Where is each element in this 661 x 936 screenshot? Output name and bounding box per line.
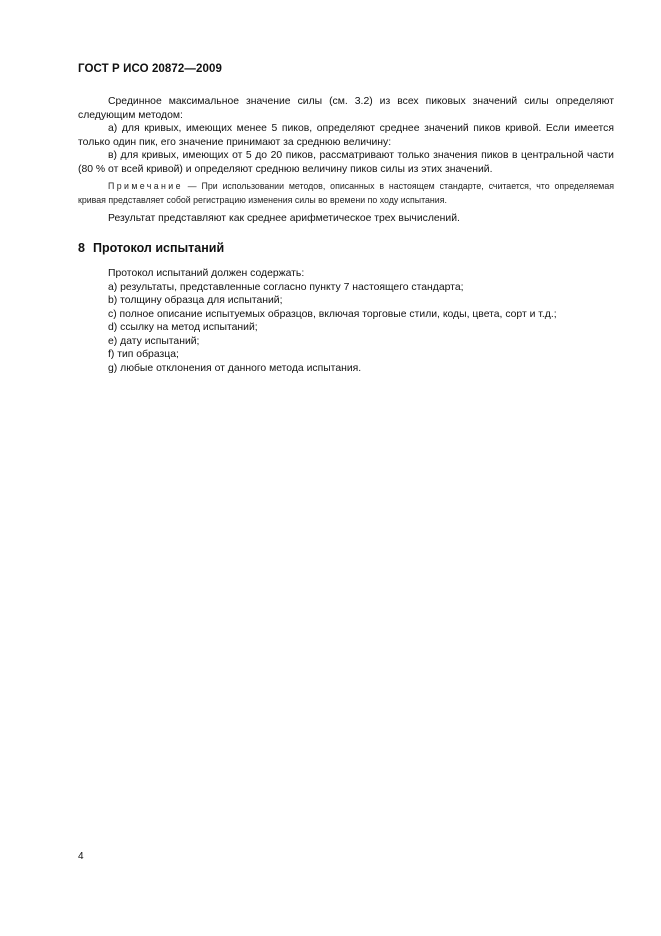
section-number: 8 xyxy=(78,240,85,255)
list-item: e) дату испытаний; xyxy=(108,335,200,347)
document-body xyxy=(78,95,614,375)
method-item-a: а) для кривых, имеющих менее 5 пиков, определяют среднее значений пиков кривой. Если имеется только один пик, его значение принимают за среднюю величину: xyxy=(78,123,614,148)
list-item: f) тип образца; xyxy=(108,349,179,360)
page-number: 4 xyxy=(78,851,84,862)
list-item: d) ссылку на метод испытаний; xyxy=(108,322,258,333)
note-label: Примечание xyxy=(108,181,183,191)
paragraph-median-force: Срединное максимальное значение силы (см. 3.2) из всех пиковых значений силы определяют следующим методом: xyxy=(78,96,614,121)
list-item: b) толщину образца для испытаний; xyxy=(108,295,283,306)
list-item: c) полное описание испытуемых образцов, включая торговые стили, коды, цвета, сорт и т.д.; xyxy=(108,308,557,320)
note-paragraph xyxy=(78,180,614,207)
note-text: — При использовании методов, описанных в настоящем стандарте, считается, что определяемая кривая представляет собой регистрацию изменения силы во времени по ходу испытания. xyxy=(78,181,614,205)
list-item: g) любые отклонения от данного метода испытания. xyxy=(108,362,362,374)
section-intro: Протокол испытаний должен содержать: xyxy=(108,268,305,279)
result-paragraph: Результат представляют как среднее арифметическое трех вычислений. xyxy=(108,213,460,224)
list-item: а) результаты, представленные согласно пункту 7 настоящего стандарта; xyxy=(108,281,464,293)
section-title: Протокол испытаний xyxy=(92,240,225,255)
method-item-b: в) для кривых, имеющих от 5 до 20 пиков, рассматривают только значения пиков в центральной части (80 % от всей кривой) и определяют среднюю величину пиков силы из этих значений. xyxy=(78,150,614,175)
document-header: ГОСТ Р ИСО 20872—2009 xyxy=(78,63,223,75)
section-heading xyxy=(78,242,614,256)
